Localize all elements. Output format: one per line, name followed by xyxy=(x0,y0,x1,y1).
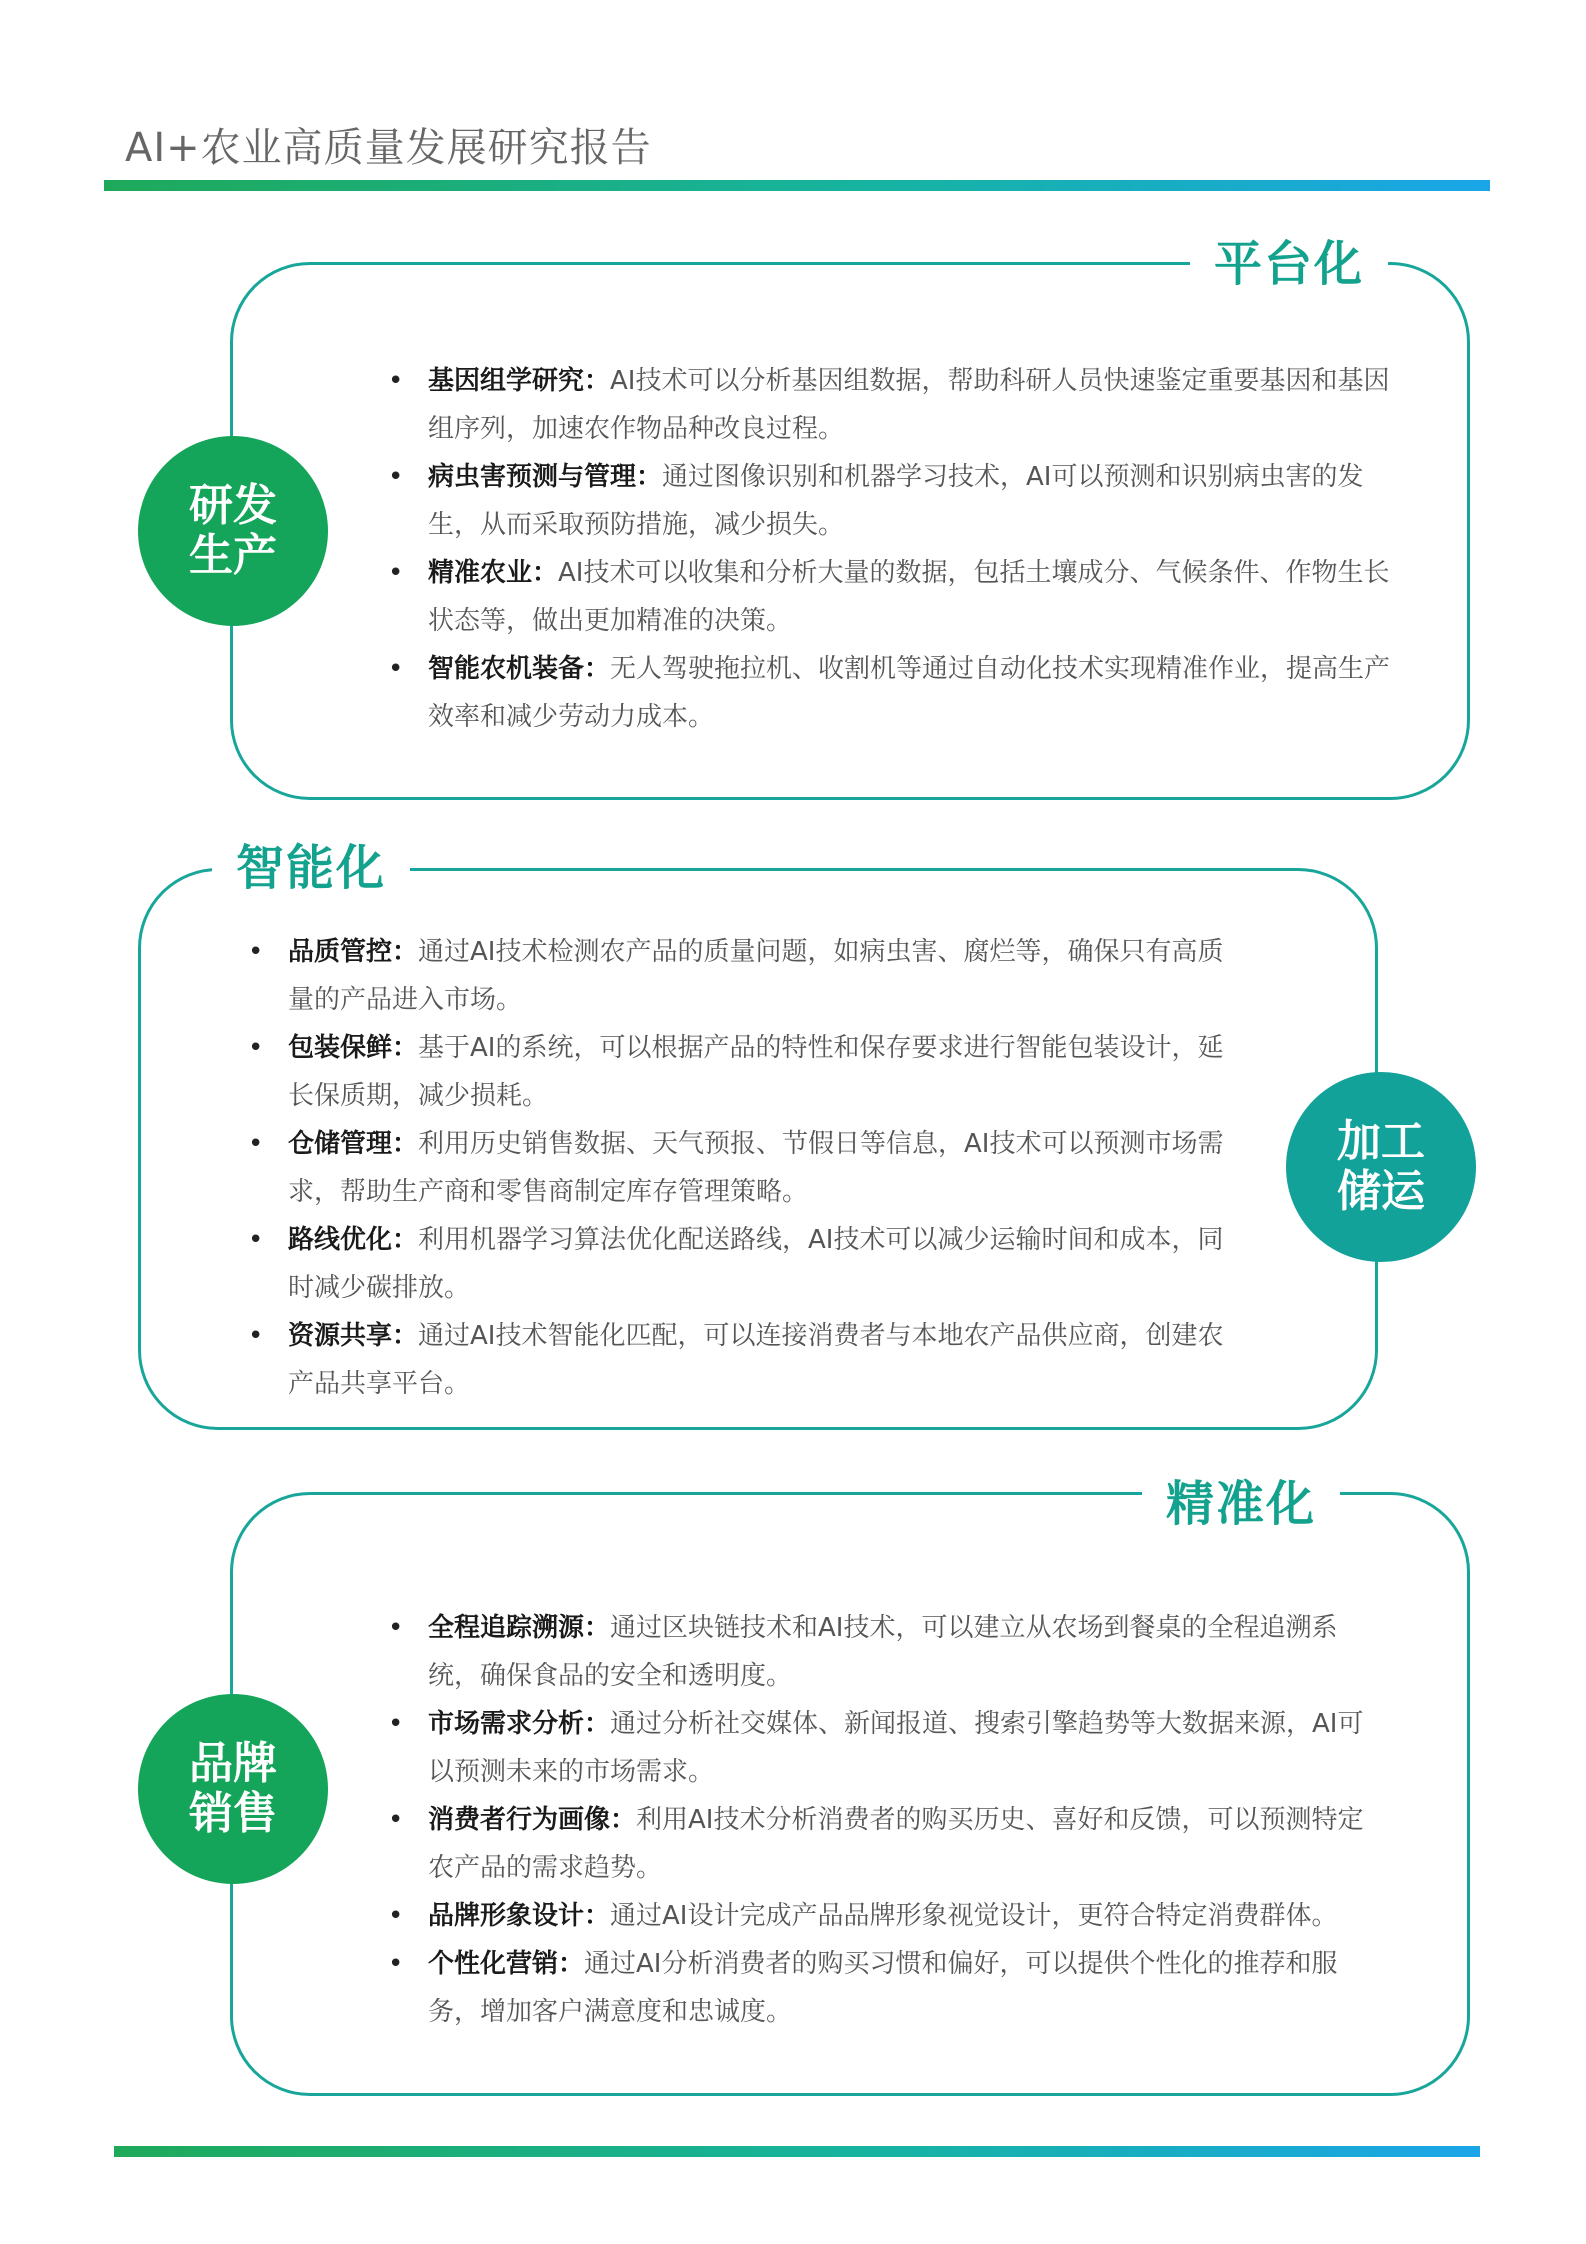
item-text: 通过AI技术智能化匹配，可以连接消费者与本地农产品供应商，创建农产品共享平台。 xyxy=(288,1321,1224,1399)
item-label: 品牌形象设计： xyxy=(428,1901,611,1931)
header-divider xyxy=(104,180,1490,191)
list-item xyxy=(248,928,1238,1024)
item-label: 消费者行为画像： xyxy=(428,1805,637,1835)
item-label: 包装保鲜： xyxy=(288,1033,419,1063)
badge-line-1: 加工 xyxy=(1337,1116,1425,1167)
badge-line-2: 储运 xyxy=(1337,1166,1425,1217)
item-label: 精准农业： xyxy=(428,558,559,588)
item-text: 通过区块链技术和AI技术，可以建立从农场到餐桌的全程追溯系统，确保食品的安全和透明度。 xyxy=(428,1613,1338,1691)
item-text: 利用机器学习算法优化配送路线，AI技术可以减少运输时间和成本，同时减少碳排放。 xyxy=(288,1225,1224,1303)
section-title-intelligent: 智能化 xyxy=(212,838,410,898)
item-label: 智能农机装备： xyxy=(428,654,611,684)
item-text: 通过AI分析消费者的购买习惯和偏好，可以提供个性化的推荐和服务，增加客户满意度和忠诚度。 xyxy=(428,1949,1338,2027)
footer-divider xyxy=(114,2146,1480,2157)
badge-line-1: 研发 xyxy=(189,480,277,531)
item-text: 利用AI技术分析消费者的购买历史、喜好和反馈，可以预测特定农产品的需求趋势。 xyxy=(428,1805,1364,1883)
item-label: 市场需求分析： xyxy=(428,1709,611,1739)
page-title: AI+农业高质量发展研究报告 xyxy=(125,125,652,171)
badge-brand-sales xyxy=(138,1694,328,1884)
list-item xyxy=(388,645,1400,741)
item-text: 利用历史销售数据、天气预报、节假日等信息，AI技术可以预测市场需求，帮助生产商和零售商制定库存管理策略。 xyxy=(288,1129,1224,1207)
item-label: 基因组学研究： xyxy=(428,366,611,396)
list-item xyxy=(388,549,1400,645)
item-text: AI技术可以分析基因组数据，帮助科研人员快速鉴定重要基因和基因组序列，加速农作物品种改良过程。 xyxy=(428,366,1390,444)
list-item xyxy=(248,1312,1238,1408)
precision-item-list xyxy=(388,1604,1378,2036)
list-item xyxy=(388,1700,1378,1796)
badge-line-2: 生产 xyxy=(189,530,277,581)
list-item xyxy=(388,1892,1378,1940)
list-item xyxy=(388,1604,1378,1700)
item-text: 基于AI的系统，可以根据产品的特性和保存要求进行智能包装设计，延长保质期，减少损耗。 xyxy=(288,1033,1224,1111)
item-text: 通过分析社交媒体、新闻报道、搜索引擎趋势等大数据来源，AI可以预测未来的市场需求。 xyxy=(428,1709,1364,1787)
item-label: 病虫害预测与管理： xyxy=(428,462,663,492)
badge-line-2: 销售 xyxy=(189,1788,277,1839)
list-item xyxy=(248,1024,1238,1120)
item-label: 全程追踪溯源： xyxy=(428,1613,611,1643)
item-label: 资源共享： xyxy=(288,1321,419,1351)
list-item xyxy=(388,1796,1378,1892)
badge-processing-logistics xyxy=(1286,1072,1476,1262)
list-item xyxy=(248,1120,1238,1216)
item-label: 个性化营销： xyxy=(428,1949,585,1979)
item-text: 通过AI技术检测农产品的质量问题，如病虫害、腐烂等，确保只有高质量的产品进入市场。 xyxy=(288,937,1224,1015)
item-text: 通过图像识别和机器学习技术，AI可以预测和识别病虫害的发生，从而采取预防措施，减少损失。 xyxy=(428,462,1364,540)
badge-line-1: 品牌 xyxy=(189,1738,277,1789)
platform-item-list xyxy=(388,357,1400,741)
intelligent-item-list xyxy=(248,928,1238,1408)
list-item xyxy=(388,453,1400,549)
list-item xyxy=(248,1216,1238,1312)
list-item xyxy=(388,357,1400,453)
item-text: 无人驾驶拖拉机、收割机等通过自动化技术实现精准作业，提高生产效率和减少劳动力成本。 xyxy=(428,654,1391,732)
item-label: 品质管控： xyxy=(288,937,419,967)
section-title-platform: 平台化 xyxy=(1190,234,1388,294)
item-label: 路线优化： xyxy=(288,1225,419,1255)
item-text: 通过AI设计完成产品品牌形象视觉设计，更符合特定消费群体。 xyxy=(610,1901,1338,1931)
list-item xyxy=(388,1940,1378,2036)
item-text: AI技术可以收集和分析大量的数据，包括土壤成分、气候条件、作物生长状态等，做出更加精准的决策。 xyxy=(428,558,1390,636)
badge-rd-production xyxy=(138,436,328,626)
item-label: 仓储管理： xyxy=(288,1129,419,1159)
section-title-precision: 精准化 xyxy=(1142,1474,1340,1534)
